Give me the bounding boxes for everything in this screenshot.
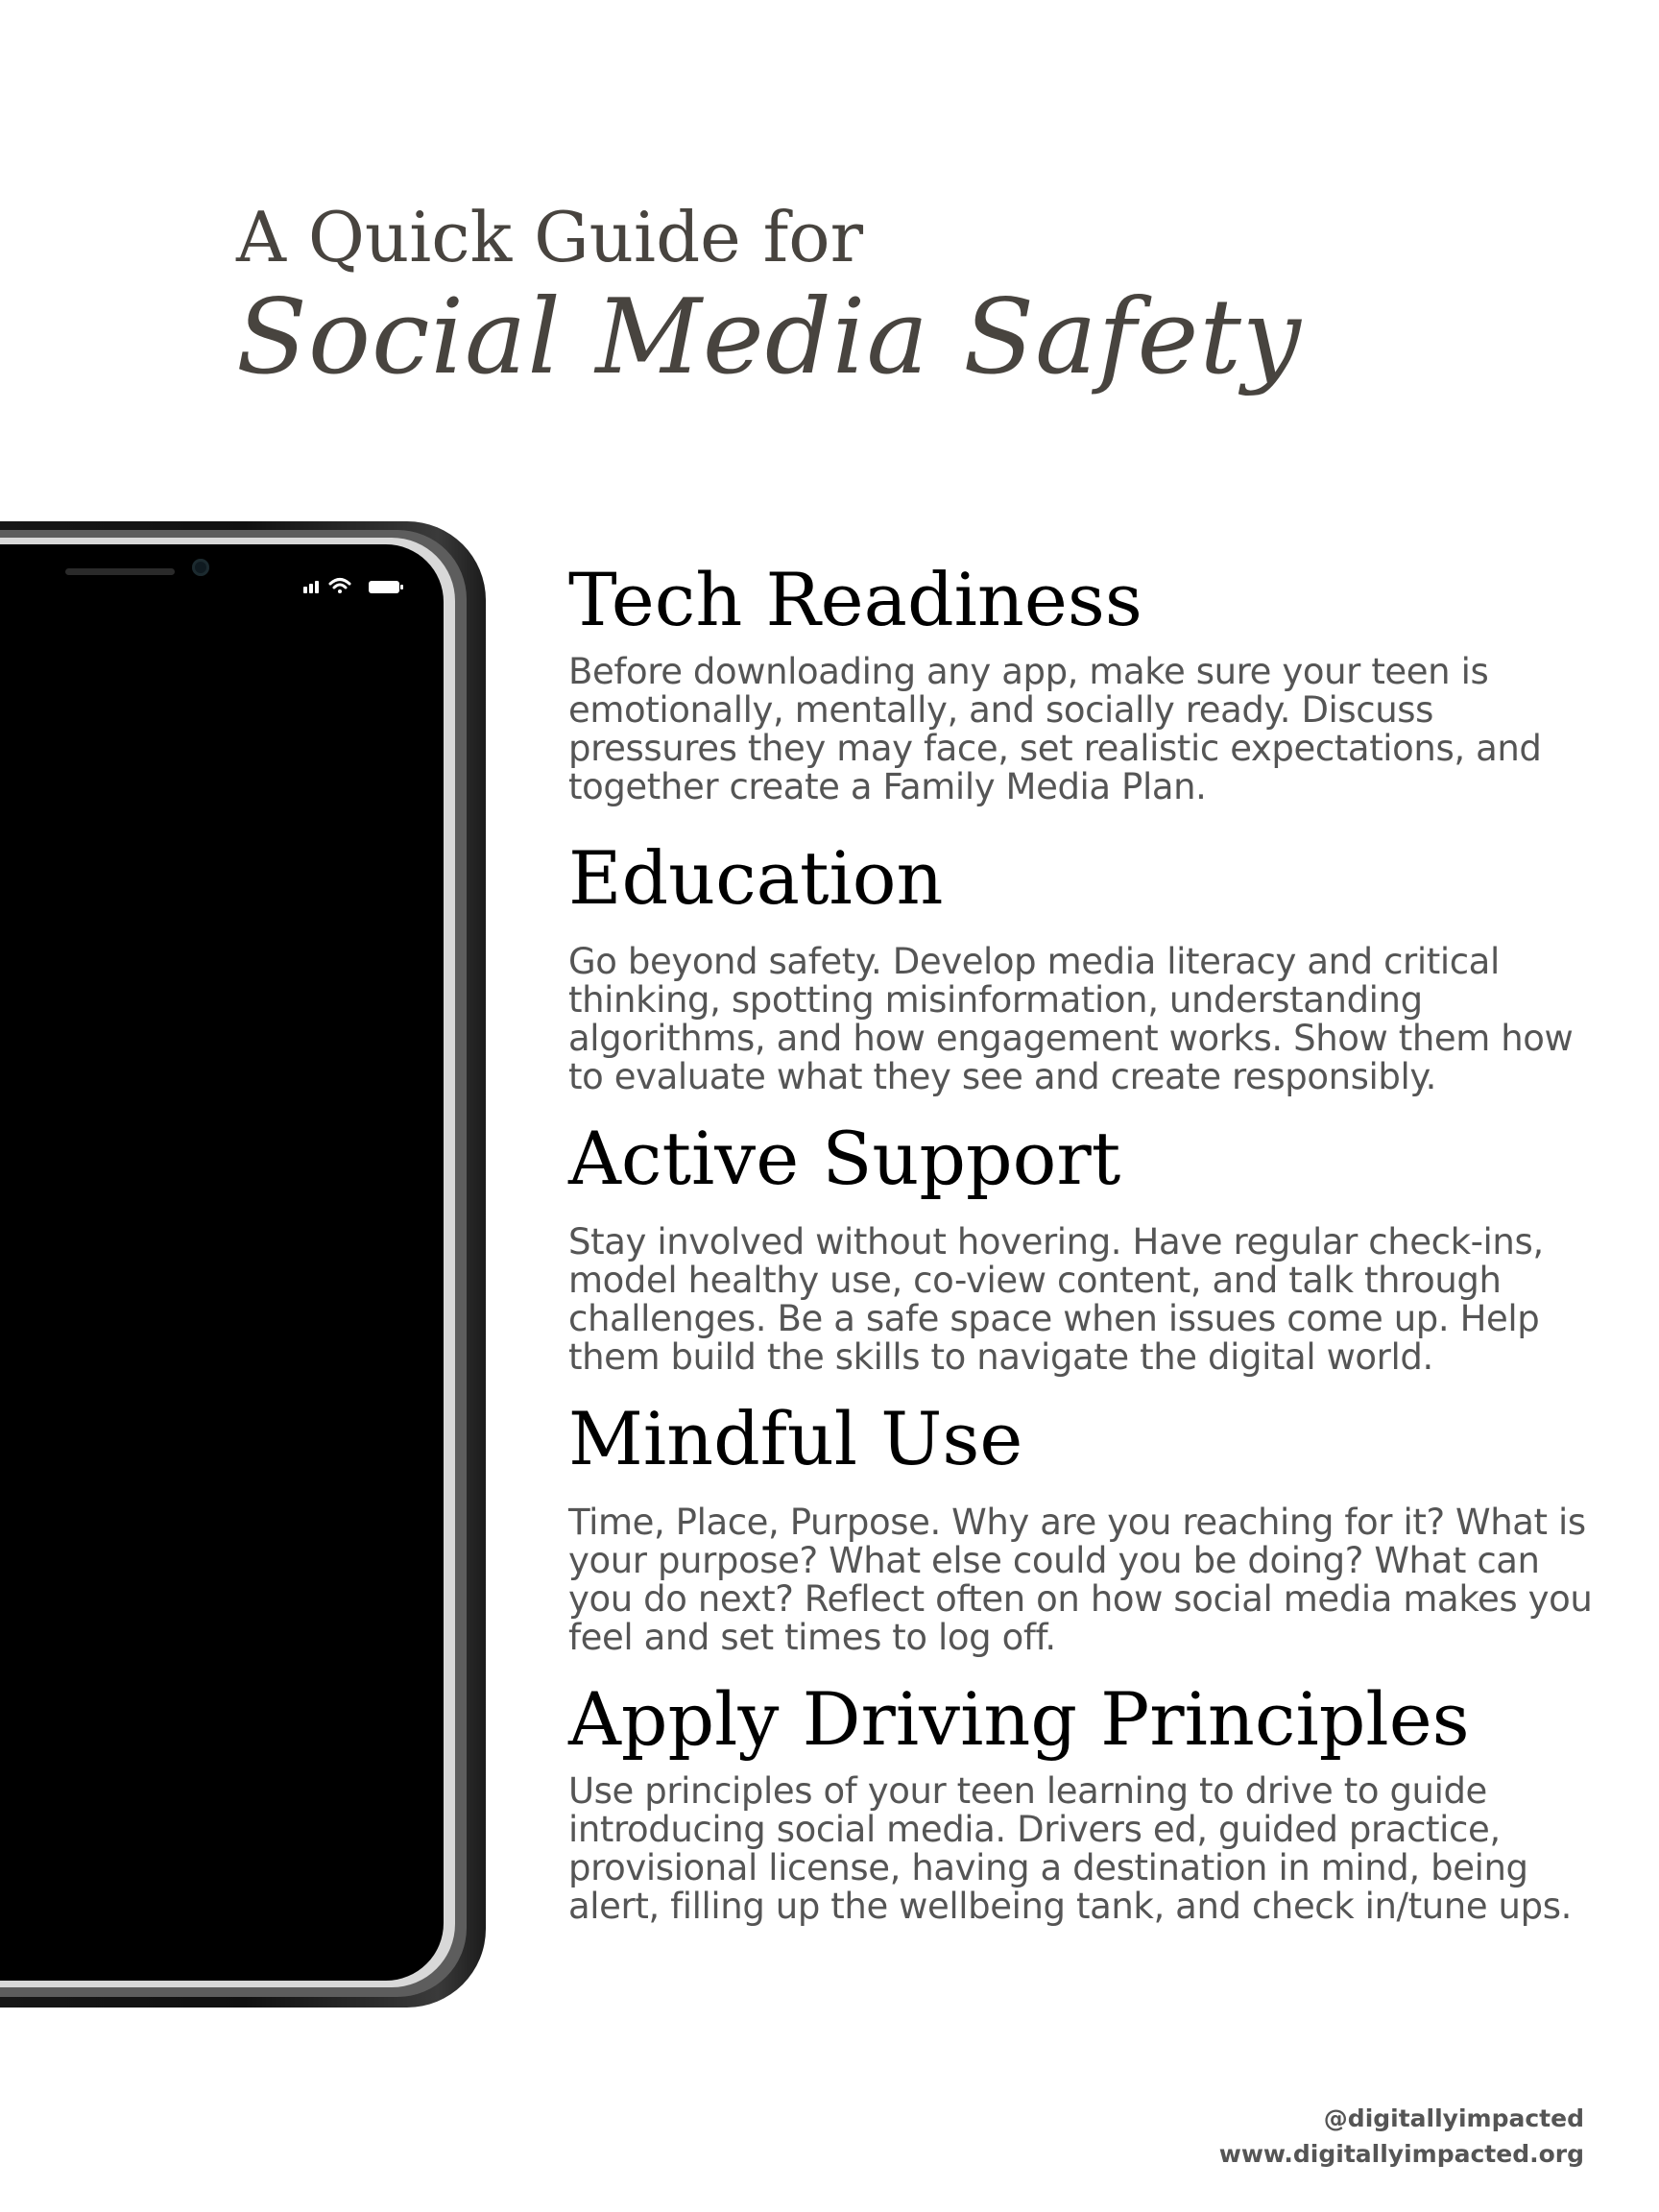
section-apply-driving-principles bbox=[568, 1676, 1605, 1926]
section-heading: Active Support bbox=[568, 1116, 1121, 1201]
wifi-icon bbox=[330, 580, 349, 594]
footer bbox=[1219, 2101, 1584, 2172]
phone-camera bbox=[192, 559, 209, 576]
phone-speaker bbox=[65, 568, 175, 575]
website-link[interactable]: www.digitallyimpacted.org bbox=[1218, 2140, 1584, 2168]
page-title bbox=[236, 197, 1302, 398]
status-bar bbox=[303, 576, 409, 595]
section-mindful-use bbox=[568, 1396, 1605, 1657]
section-heading: Mindful Use bbox=[568, 1396, 1023, 1481]
section-body: Use principles of your teen learning to drive to guide introducing social media. Drivers ed, guided practice, provisional license, having a destination in mind, being alert, filling up the wellbeing tank, and check in/tune ups. bbox=[568, 1770, 1572, 1927]
section-active-support bbox=[568, 1116, 1605, 1377]
section-tech-readiness bbox=[568, 557, 1605, 806]
phone-screen bbox=[0, 544, 444, 1981]
signal-icon bbox=[303, 581, 319, 593]
social-handle: @digitallyimpacted bbox=[1323, 2104, 1584, 2132]
section-body: Before downloading any app, make sure your teen is emotionally, mentally, and socially ready. Discuss pressures they may face, set realistic expectations, and together create a Family Media Plan. bbox=[568, 651, 1542, 807]
section-heading: Apply Driving Principles bbox=[568, 1676, 1470, 1762]
title-line-2: Social Media Safety bbox=[236, 277, 1302, 397]
battery-icon bbox=[369, 581, 403, 593]
section-body: Go beyond safety. Develop media literacy and critical thinking, spotting misinformation, understanding algorithms, and how engagement works. Show them how to evaluate what they see and create responsibly. bbox=[568, 941, 1574, 1097]
section-heading: Tech Readiness bbox=[568, 557, 1142, 642]
title-line-1: A Quick Guide for bbox=[236, 197, 864, 277]
section-body: Time, Place, Purpose. Why are you reaching for it? What is your purpose? What else could you be doing? What can you do next? Reflect often on how social media makes you feel and set times to log off. bbox=[568, 1502, 1593, 1658]
section-body: Stay involved without hovering. Have regular check-ins, model healthy use, co-view content, and talk through challenges. Be a safe space when issues come up. Help them build the skills to navigate the digital world. bbox=[568, 1221, 1544, 1378]
section-education bbox=[568, 835, 1605, 1096]
section-heading: Education bbox=[568, 835, 944, 921]
